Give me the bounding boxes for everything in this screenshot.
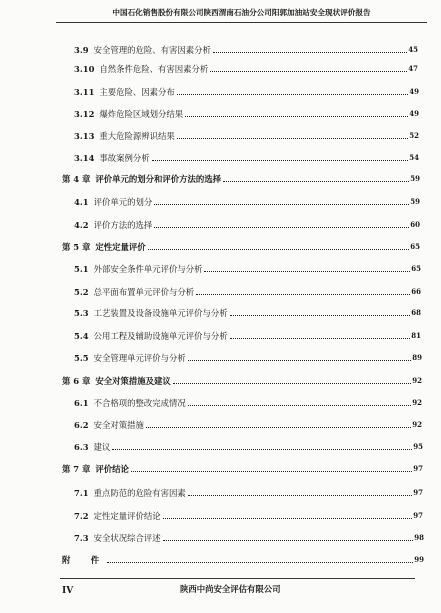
toc-entry: [74, 441, 423, 452]
toc-entry-number: 5.5: [74, 353, 89, 363]
toc-entry-title: 重大危险源辨识结果: [99, 131, 175, 141]
toc-leader-dots: [107, 562, 413, 563]
toc-leader-dots: [213, 52, 407, 53]
toc-entry: [62, 554, 424, 565]
toc-entry-page: 66: [411, 287, 421, 296]
toc-entry-title: 安全管理单元评价与分析: [93, 353, 186, 363]
toc-entry: [62, 375, 422, 386]
header-title: 中国石化销售股份有限公司陕西渭南石油分公司阳郭加油站安全现状评价报告: [112, 8, 371, 17]
toc-entry-page: 81: [411, 331, 421, 340]
toc-entry-number: 6.2: [74, 420, 89, 430]
toc-entry: [74, 419, 422, 430]
toc-entry: [74, 108, 419, 119]
toc-entry-number: 4.2: [74, 220, 89, 230]
toc-entry-title: 安全对策措施及建议: [95, 376, 171, 386]
toc-entry-title: 定性定量评价结论: [93, 511, 161, 521]
toc-leader-dots: [177, 138, 408, 139]
toc-entry-page: 98: [414, 533, 424, 542]
toc-leader-dots: [223, 181, 409, 182]
toc-entry-number: 第 5 章: [62, 242, 91, 252]
page-number: IV: [62, 586, 74, 596]
toc-entry-page: 47: [408, 64, 418, 73]
toc-entry-title: 主要危险、因素分布: [99, 87, 175, 97]
toc-entry-page: 52: [409, 131, 419, 140]
toc-leader-dots: [230, 338, 411, 339]
toc-entry-title: 评价单元的划分和评价方法的选择: [95, 174, 222, 184]
toc-leader-dots: [196, 294, 410, 295]
toc-entry-title: 自然条件危险、有害因素分析: [99, 64, 209, 74]
toc-entry-page: 49: [409, 87, 419, 96]
toc-entry-number: 第 6 章: [62, 376, 91, 386]
toc-entry-title: 不合格项的整改完成情况: [93, 398, 186, 408]
toc-entry-title: 评价方法的选择: [93, 220, 153, 230]
toc-entry-number: 5.1: [74, 264, 89, 274]
toc-entry: [74, 152, 419, 163]
footer-company: 陕西中尚安全评估有限公司: [180, 584, 281, 594]
toc-entry-number: 4.1: [74, 197, 89, 207]
toc-leader-dots: [154, 204, 409, 205]
toc-entry-title: 重点防范的危险有害因素: [93, 488, 186, 498]
toc-entry-page: 68: [411, 308, 421, 317]
toc-entry-page: 60: [410, 220, 420, 229]
toc-entry-title: 工艺装置及设备设施单元评价与分析: [93, 308, 228, 318]
toc-entry-title: 爆炸危险区域划分结果: [99, 109, 184, 119]
toc-entry-title: 附 件: [62, 555, 106, 565]
toc-entry-page: 97: [413, 511, 423, 520]
toc-entry: [74, 397, 422, 408]
toc-entry: [74, 307, 421, 318]
toc-entry-title: 事故案例分析: [99, 153, 150, 163]
toc-entry: [74, 510, 423, 521]
toc-entry-page: 99: [414, 555, 424, 564]
toc-entry-title: 评价结论: [95, 464, 129, 474]
toc-entry-page: 59: [410, 197, 420, 206]
toc-entry-page: 59: [410, 174, 420, 183]
toc-leader-dots: [163, 518, 413, 519]
toc-entry-page: 95: [413, 442, 423, 451]
toc-leader-dots: [177, 94, 408, 95]
toc-entry: [74, 532, 424, 543]
toc-entry-number: 5.2: [74, 287, 89, 297]
toc-entry-number: 3.14: [74, 153, 95, 163]
toc-leader-dots: [210, 71, 407, 72]
toc-entry: [74, 63, 418, 74]
toc-entry-number: 7.1: [74, 488, 89, 498]
toc-entry-title: 安全管理的危险、有害因素分析: [93, 45, 211, 55]
toc-leader-dots: [163, 540, 414, 541]
toc-entry-page: 97: [413, 464, 423, 473]
toc-leader-dots: [154, 227, 409, 228]
toc-leader-dots: [188, 360, 412, 361]
toc-entry-page: 45: [408, 45, 418, 54]
toc-leader-dots: [188, 495, 413, 496]
toc-entry-page: 49: [409, 109, 419, 118]
toc-entry-page: 97: [413, 488, 423, 497]
toc-leader-dots: [188, 405, 412, 406]
toc-entry-title: 安全对策措施: [93, 420, 144, 430]
toc-leader-dots: [152, 160, 409, 161]
toc-entry-number: 第 4 章: [62, 174, 91, 184]
toc-entry-page: 92: [412, 398, 422, 407]
toc-entry-number: 7.3: [74, 533, 89, 543]
toc-entry: [62, 173, 420, 184]
toc-entry: [74, 44, 418, 55]
toc-entry-title: 外部安全条件单元评价与分析: [93, 264, 203, 274]
toc-entry-title: 总平面布置单元评价与分析: [93, 287, 195, 297]
toc-entry: [74, 86, 419, 97]
toc-entry-number: 3.10: [74, 64, 95, 74]
toc-entry-number: 第 7 章: [62, 464, 91, 474]
toc-entry-title: 安全状况综合评述: [93, 533, 161, 543]
toc-entry-number: 3.12: [74, 109, 95, 119]
toc-entry-number: 5.4: [74, 331, 89, 341]
toc-entry-page: 92: [412, 376, 422, 385]
toc-leader-dots: [185, 116, 408, 117]
toc-entry-number: 6.1: [74, 398, 89, 408]
toc-entry-title: 评价单元的划分: [93, 197, 153, 207]
toc-entry-title: 公用工程及辅助设施单元评价与分析: [93, 331, 228, 341]
toc-entry-page: 65: [410, 242, 420, 251]
toc-entry: [74, 130, 419, 141]
toc-entry: [74, 487, 423, 498]
toc-leader-dots: [146, 427, 411, 428]
toc-entry-number: 3.13: [74, 131, 95, 141]
toc-entry-page: 54: [409, 153, 419, 162]
toc-leader-dots: [173, 383, 411, 384]
toc-entry-number: 3.11: [74, 87, 95, 97]
toc-entry: [62, 463, 423, 474]
toc-leader-dots: [148, 249, 410, 250]
toc-entry-page: 92: [412, 420, 422, 429]
toc-entry: [74, 219, 420, 230]
toc-entry: [74, 330, 421, 341]
toc-leader-dots: [112, 449, 412, 450]
footer-divider: [60, 578, 415, 579]
toc-entry: [74, 286, 421, 297]
toc-entry-number: 3.9: [74, 45, 89, 55]
toc-entry: [74, 352, 422, 363]
toc-leader-dots: [230, 315, 411, 316]
toc-entry: [62, 241, 420, 252]
toc-entry-number: 7.2: [74, 511, 89, 521]
toc-entry: [74, 263, 421, 274]
toc-entry-title: 定性定量评价: [95, 242, 146, 252]
toc-entry-number: 5.3: [74, 308, 89, 318]
toc-entry-page: 89: [412, 353, 422, 362]
toc-entry-title: 建议: [93, 442, 111, 452]
toc-leader-dots: [204, 271, 410, 272]
toc-entry-page: 65: [411, 264, 421, 273]
toc-entry: [74, 196, 420, 207]
toc-leader-dots: [131, 471, 412, 472]
toc-entry-number: 6.3: [74, 442, 89, 452]
